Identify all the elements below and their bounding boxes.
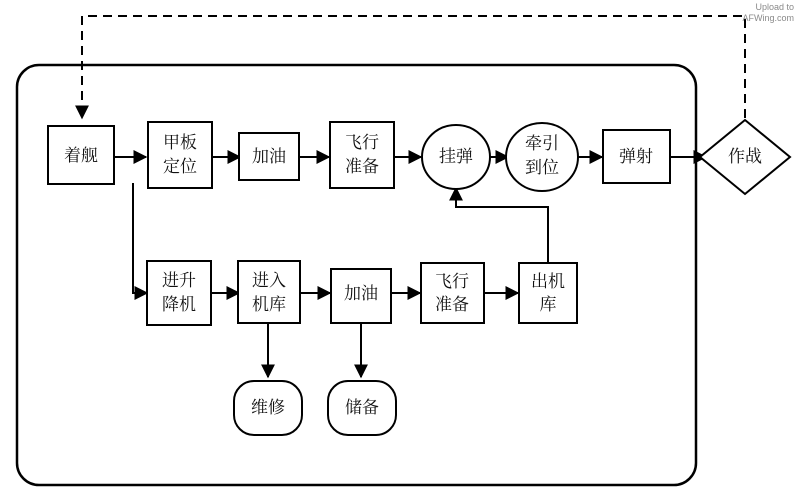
node-enter-hangar-label-2: 机库 xyxy=(252,295,286,315)
node-refuel-deck-label: 加油 xyxy=(252,147,286,167)
node-arming[interactable] xyxy=(422,125,490,189)
node-deck-positioning-label-1: 甲板 xyxy=(163,133,197,153)
edge-exit-hangar-to-arming xyxy=(456,188,548,264)
node-refuel-hangar-label: 加油 xyxy=(344,284,378,304)
node-arming-label: 挂弹 xyxy=(439,147,473,167)
node-exit-hangar[interactable] xyxy=(519,263,577,323)
node-elevator-label-2: 降机 xyxy=(162,295,196,315)
node-exit-hangar-label-2: 库 xyxy=(539,295,557,315)
watermark-line-2: AFWing.com xyxy=(742,13,794,23)
node-tow-label-2: 到位 xyxy=(525,158,559,178)
node-refuel-hangar[interactable] xyxy=(331,269,391,323)
node-maintenance[interactable] xyxy=(234,381,302,435)
node-storage-label: 储备 xyxy=(345,398,379,418)
node-enter-hangar-label-1: 进入 xyxy=(252,271,286,291)
node-maintenance-label: 维修 xyxy=(251,398,285,418)
edge-landing-to-elevator xyxy=(133,183,147,293)
node-refuel-deck[interactable] xyxy=(239,133,299,180)
edge-combat-to-landing-return xyxy=(82,16,745,133)
node-flight-prep-hangar-label-2: 准备 xyxy=(435,295,469,315)
node-flight-prep-deck-label-1: 飞行 xyxy=(345,133,379,153)
node-deck-positioning-label-2: 定位 xyxy=(163,157,197,177)
node-flight-prep-deck-label-2: 准备 xyxy=(345,157,379,177)
node-deck-positioning[interactable] xyxy=(148,122,212,188)
node-landing-label: 着舰 xyxy=(64,146,98,166)
node-enter-hangar[interactable] xyxy=(238,261,300,323)
node-enter-elevator[interactable] xyxy=(147,261,211,325)
node-catapult-label: 弹射 xyxy=(619,147,653,167)
watermark xyxy=(742,2,794,24)
node-tow-label-1: 牵引 xyxy=(525,134,559,154)
node-exit-hangar-label-1: 出机 xyxy=(531,272,565,292)
node-landing[interactable] xyxy=(48,126,114,184)
node-flight-prep-deck[interactable] xyxy=(330,122,394,188)
node-flight-prep-hangar[interactable] xyxy=(421,263,484,323)
node-catapult[interactable] xyxy=(603,130,670,183)
node-elevator-label-1: 进升 xyxy=(162,271,196,291)
node-flight-prep-hangar-label-1: 飞行 xyxy=(435,272,469,292)
node-combat[interactable] xyxy=(700,120,790,194)
watermark-line-1: Upload to xyxy=(755,2,794,12)
node-tow-into-position[interactable] xyxy=(506,123,578,191)
node-combat-label: 作战 xyxy=(728,147,762,167)
node-storage[interactable] xyxy=(328,381,396,435)
